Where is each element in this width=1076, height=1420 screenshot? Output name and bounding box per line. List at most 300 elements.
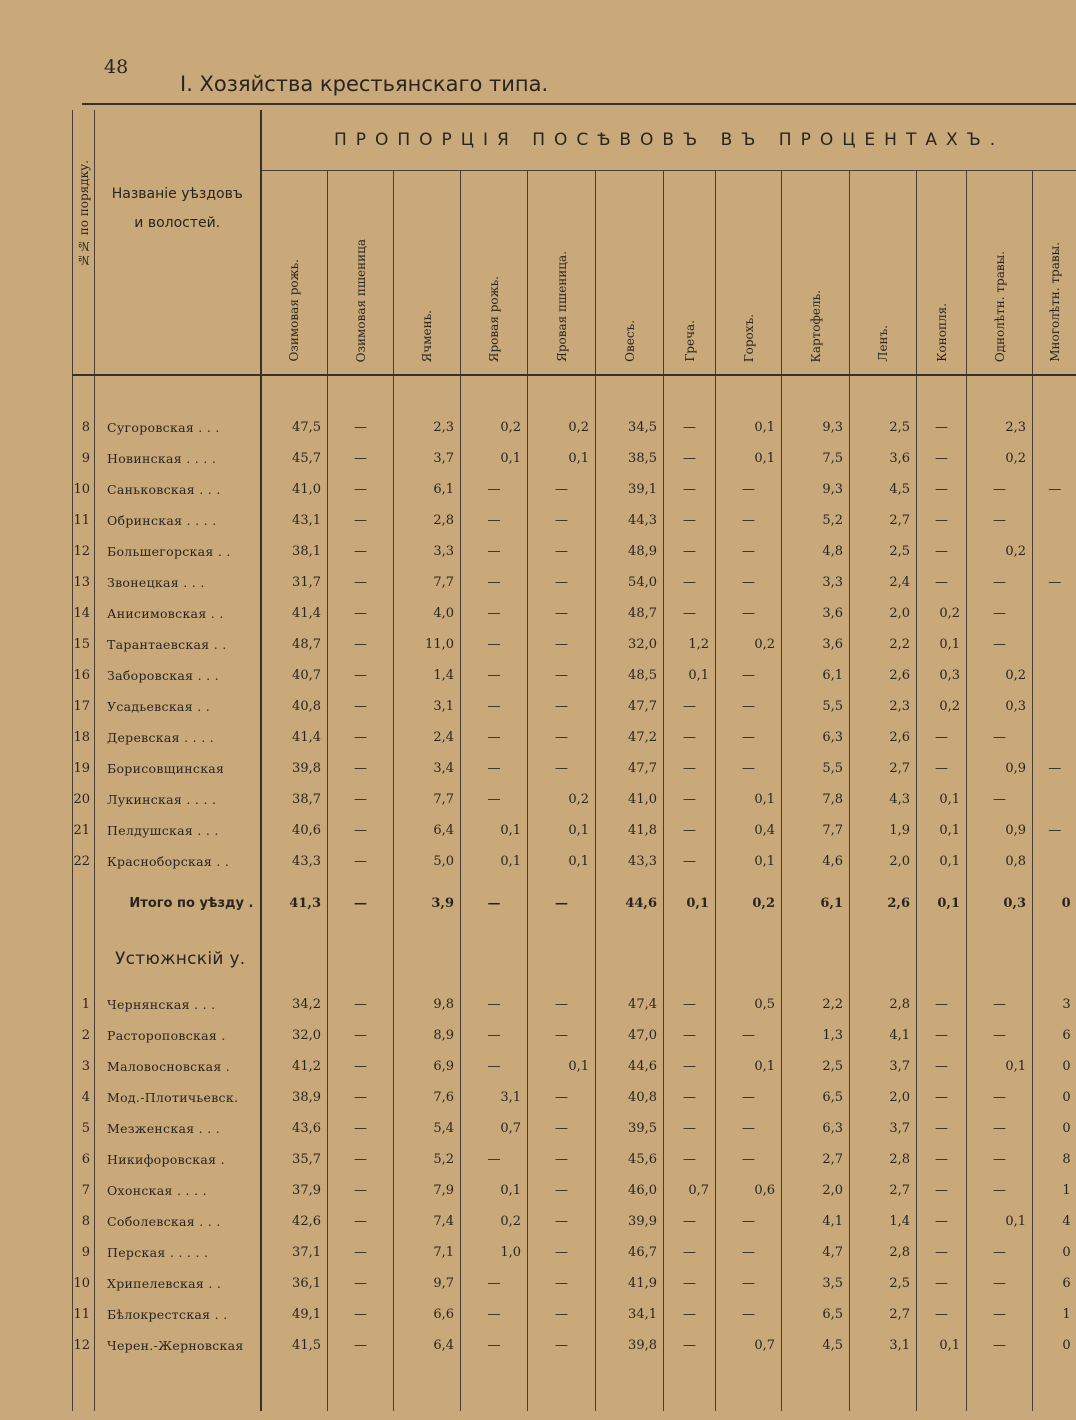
value-cell: — — [967, 629, 1033, 660]
value-cell: — — [328, 536, 394, 567]
value-cell: 8,9 — [394, 1020, 461, 1051]
value-cell: — — [461, 505, 528, 536]
value-cell: — — [528, 1299, 596, 1330]
value-cell: — — [967, 989, 1033, 1020]
value-cell: 7,5 — [782, 443, 850, 474]
value-cell: — — [461, 660, 528, 691]
table-row — [73, 846, 1076, 877]
row-number: 16 — [73, 660, 95, 691]
value-cell — [328, 1361, 394, 1411]
value-cell: 0,2 — [967, 660, 1033, 691]
value-cell — [850, 1361, 917, 1411]
value-cell: 32,0 — [261, 1020, 328, 1051]
value-cell: — — [664, 505, 716, 536]
value-cell: 2,5 — [850, 536, 917, 567]
value-cell: 0 — [1033, 1051, 1076, 1082]
table-row — [73, 505, 1076, 536]
value-cell: — — [967, 1082, 1033, 1113]
value-cell: 0,1 — [716, 784, 782, 815]
value-cell: — — [328, 815, 394, 846]
value-cell: — — [917, 722, 967, 753]
value-cell: — — [664, 412, 716, 443]
value-cell — [967, 375, 1033, 412]
value-cell: 1,3 — [782, 1020, 850, 1051]
value-cell: — — [461, 1051, 528, 1082]
value-cell: — — [716, 1237, 782, 1268]
value-cell: — — [461, 567, 528, 598]
value-cell: — — [664, 1051, 716, 1082]
value-cell: 0,1 — [528, 846, 596, 877]
value-cell — [596, 929, 664, 989]
table-row — [73, 1206, 1076, 1237]
value-cell: 9,3 — [782, 474, 850, 505]
value-cell: 2,2 — [782, 989, 850, 1020]
value-cell: 1,9 — [850, 815, 917, 846]
value-cell: — — [328, 660, 394, 691]
table-row — [73, 691, 1076, 722]
volost-name: Новинская . . . . — [95, 443, 261, 474]
value-cell: 2,5 — [850, 1268, 917, 1299]
crop-header — [328, 170, 394, 375]
value-cell — [1033, 722, 1076, 753]
value-cell — [716, 1361, 782, 1411]
table-supertitle: ПРОПОРЦІЯ ПОСѢВОВЪ ВЪ ПРОЦЕНТАХЪ. — [261, 110, 1076, 170]
table-row — [73, 1299, 1076, 1330]
volost-name: Анисимовская . . — [95, 598, 261, 629]
value-cell: 3 — [1033, 989, 1076, 1020]
value-cell: 4,5 — [782, 1330, 850, 1361]
value-cell: 41,0 — [596, 784, 664, 815]
value-cell: 0,1 — [716, 1051, 782, 1082]
value-cell: 4,3 — [850, 784, 917, 815]
row-number: 13 — [73, 567, 95, 598]
value-cell: — — [664, 815, 716, 846]
volost-name: Пелдушская . . . — [95, 815, 261, 846]
value-cell — [917, 375, 967, 412]
table-row — [73, 598, 1076, 629]
volost-name: Обринская . . . . — [95, 505, 261, 536]
value-cell: 3,6 — [850, 443, 917, 474]
value-cell: 6,9 — [394, 1051, 461, 1082]
value-cell — [917, 1361, 967, 1411]
value-cell: — — [328, 784, 394, 815]
table-row — [73, 567, 1076, 598]
value-cell: 7,7 — [394, 784, 461, 815]
table-row — [73, 412, 1076, 443]
value-cell: 0,8 — [967, 846, 1033, 877]
value-cell: 0,1 — [716, 412, 782, 443]
value-cell: 4,0 — [394, 598, 461, 629]
value-cell: — — [967, 1175, 1033, 1206]
value-cell: 2,5 — [782, 1051, 850, 1082]
value-cell: — — [1033, 474, 1076, 505]
value-cell: 7,1 — [394, 1237, 461, 1268]
table-end-row — [73, 1361, 1076, 1411]
value-cell — [850, 929, 917, 989]
value-cell: 0,5 — [716, 989, 782, 1020]
value-cell: 0,1 — [917, 877, 967, 929]
value-cell: 6,5 — [782, 1299, 850, 1330]
value-cell: 0,2 — [716, 877, 782, 929]
volost-name — [95, 375, 261, 412]
volost-name: Мод.-Плотичьевск. — [95, 1082, 261, 1113]
value-cell: 2,8 — [850, 1144, 917, 1175]
value-cell: — — [917, 474, 967, 505]
value-cell: — — [967, 505, 1033, 536]
value-cell: 0 — [1033, 1113, 1076, 1144]
value-cell: 0,9 — [967, 753, 1033, 784]
value-cell: 34,2 — [261, 989, 328, 1020]
value-cell: — — [716, 1268, 782, 1299]
value-cell: — — [967, 1330, 1033, 1361]
value-cell: 3,1 — [394, 691, 461, 722]
value-cell — [782, 929, 850, 989]
value-cell: — — [328, 567, 394, 598]
volost-name: Саньковская . . . — [95, 474, 261, 505]
value-cell: 2,0 — [850, 1082, 917, 1113]
value-cell: — — [664, 1082, 716, 1113]
value-cell: 11,0 — [394, 629, 461, 660]
value-cell — [261, 375, 328, 412]
value-cell: 2,2 — [850, 629, 917, 660]
value-cell: 0,2 — [716, 629, 782, 660]
value-cell: 8 — [1033, 1144, 1076, 1175]
value-cell: — — [664, 784, 716, 815]
value-cell: 31,7 — [261, 567, 328, 598]
volost-name: Итого по уѣзду . — [95, 877, 261, 929]
crop-header-label: Однолѣтн. травы. — [992, 250, 1007, 362]
value-cell: 43,6 — [261, 1113, 328, 1144]
value-cell: — — [528, 567, 596, 598]
value-cell: 3,7 — [850, 1051, 917, 1082]
value-cell: — — [967, 1020, 1033, 1051]
value-cell: — — [528, 1113, 596, 1144]
value-cell: 47,4 — [596, 989, 664, 1020]
value-cell: 42,6 — [261, 1206, 328, 1237]
value-cell: 2,0 — [850, 846, 917, 877]
volost-name: Тарантаевская . . — [95, 629, 261, 660]
row-number: 9 — [73, 1237, 95, 1268]
value-cell: — — [664, 1330, 716, 1361]
top-rule — [82, 103, 1076, 105]
value-cell: — — [461, 1330, 528, 1361]
value-cell: — — [328, 412, 394, 443]
value-cell: 0,1 — [664, 877, 716, 929]
crop-header-label: Яровая пшеница. — [554, 251, 569, 362]
value-cell: — — [461, 1299, 528, 1330]
crop-header — [394, 170, 461, 375]
value-cell — [328, 375, 394, 412]
value-cell: — — [328, 1144, 394, 1175]
volost-name: Растороповская . — [95, 1020, 261, 1051]
volost-name: Мезженская . . . — [95, 1113, 261, 1144]
value-cell: — — [716, 753, 782, 784]
value-cell: — — [664, 753, 716, 784]
value-cell: 48,7 — [596, 598, 664, 629]
table-row — [73, 815, 1076, 846]
row-number: 15 — [73, 629, 95, 660]
value-cell — [328, 929, 394, 989]
value-cell: 7,7 — [782, 815, 850, 846]
page-title: I. Хозяйства крестьянскаго типа. — [180, 72, 549, 96]
value-cell: 3,1 — [461, 1082, 528, 1113]
value-cell: 45,6 — [596, 1144, 664, 1175]
crop-header-label: Овесъ. — [622, 320, 637, 362]
value-cell: 0,1 — [528, 815, 596, 846]
value-cell: — — [716, 1144, 782, 1175]
value-cell — [782, 375, 850, 412]
value-cell: — — [528, 1020, 596, 1051]
value-cell: — — [716, 1082, 782, 1113]
value-cell: 46,0 — [596, 1175, 664, 1206]
value-cell: — — [528, 1144, 596, 1175]
value-cell — [1033, 505, 1076, 536]
crop-header-label: Конопля. — [934, 303, 949, 362]
spacer-row — [73, 375, 1076, 412]
value-cell: 4,5 — [850, 474, 917, 505]
value-cell: 43,3 — [261, 846, 328, 877]
column-header-name — [95, 110, 261, 375]
row-number — [73, 375, 95, 412]
volost-name — [95, 1361, 261, 1411]
value-cell: — — [917, 1175, 967, 1206]
volost-name: Сугоровская . . . — [95, 412, 261, 443]
row-number: 10 — [73, 1268, 95, 1299]
value-cell: 40,7 — [261, 660, 328, 691]
value-cell: 5,5 — [782, 753, 850, 784]
volost-name: Охонская . . . . — [95, 1175, 261, 1206]
value-cell: — — [917, 1020, 967, 1051]
value-cell: 47,5 — [261, 412, 328, 443]
row-number: 4 — [73, 1082, 95, 1113]
value-cell: — — [328, 846, 394, 877]
value-cell — [261, 1361, 328, 1411]
value-cell: 41,3 — [261, 877, 328, 929]
value-cell: — — [328, 474, 394, 505]
value-cell: — — [528, 1082, 596, 1113]
value-cell: — — [967, 1144, 1033, 1175]
volost-name: Чернянская . . . — [95, 989, 261, 1020]
value-cell: 2,0 — [850, 598, 917, 629]
value-cell: — — [917, 989, 967, 1020]
crop-header — [261, 170, 328, 375]
value-cell — [716, 929, 782, 989]
value-cell: 36,1 — [261, 1268, 328, 1299]
crop-header-label: Горохъ. — [741, 313, 756, 362]
value-cell: 44,3 — [596, 505, 664, 536]
value-cell — [1033, 598, 1076, 629]
row-number: 8 — [73, 1206, 95, 1237]
value-cell: — — [917, 1051, 967, 1082]
value-cell: — — [328, 753, 394, 784]
value-cell: — — [716, 598, 782, 629]
row-number: 11 — [73, 1299, 95, 1330]
value-cell: 5,2 — [394, 1144, 461, 1175]
value-cell: — — [461, 1144, 528, 1175]
table-row — [73, 1330, 1076, 1361]
volost-name: Усадьевская . . — [95, 691, 261, 722]
value-cell: — — [664, 1299, 716, 1330]
value-cell: 3,1 — [850, 1330, 917, 1361]
value-cell: — — [967, 1299, 1033, 1330]
value-cell: 2,4 — [850, 567, 917, 598]
crop-header — [850, 170, 917, 375]
value-cell: — — [664, 1144, 716, 1175]
sowing-proportion-table — [72, 110, 1076, 1411]
value-cell: — — [716, 505, 782, 536]
value-cell: — — [917, 1299, 967, 1330]
value-cell: 0,3 — [967, 691, 1033, 722]
crop-header-label: Ленъ. — [876, 325, 890, 362]
value-cell — [782, 1361, 850, 1411]
value-cell: 49,1 — [261, 1299, 328, 1330]
row-number: 3 — [73, 1051, 95, 1082]
value-cell: — — [716, 474, 782, 505]
row-number: 21 — [73, 815, 95, 846]
value-cell: — — [664, 474, 716, 505]
column-header-number-text: №№ по порядку. — [76, 160, 91, 268]
value-cell — [1033, 691, 1076, 722]
row-number: 20 — [73, 784, 95, 815]
value-cell: — — [461, 536, 528, 567]
value-cell — [261, 929, 328, 989]
volost-name: Борисовщинская — [95, 753, 261, 784]
volost-name: Хрипелевская . . — [95, 1268, 261, 1299]
value-cell: — — [917, 1268, 967, 1299]
value-cell: — — [528, 989, 596, 1020]
value-cell: 9,3 — [782, 412, 850, 443]
value-cell: 7,6 — [394, 1082, 461, 1113]
value-cell: 4,7 — [782, 1237, 850, 1268]
value-cell: 1,2 — [664, 629, 716, 660]
value-cell: — — [461, 598, 528, 629]
value-cell: 4,8 — [782, 536, 850, 567]
value-cell: 0,1 — [528, 1051, 596, 1082]
value-cell — [394, 929, 461, 989]
value-cell: — — [716, 722, 782, 753]
value-cell: 41,4 — [261, 598, 328, 629]
volost-name: Никифоровская . — [95, 1144, 261, 1175]
value-cell: 9,7 — [394, 1268, 461, 1299]
value-cell: — — [716, 660, 782, 691]
value-cell: 35,7 — [261, 1144, 328, 1175]
value-cell: 41,2 — [261, 1051, 328, 1082]
district-heading-row — [73, 929, 1076, 989]
value-cell: — — [1033, 567, 1076, 598]
value-cell: — — [461, 629, 528, 660]
value-cell: 41,9 — [596, 1268, 664, 1299]
value-cell — [1033, 784, 1076, 815]
value-cell: — — [528, 1268, 596, 1299]
value-cell: 6,4 — [394, 815, 461, 846]
value-cell: 1,4 — [394, 660, 461, 691]
column-header-number — [73, 110, 95, 375]
volost-name: Черен.-Жерновская — [95, 1330, 261, 1361]
column-header-name-line1: Названіе уѣздовъ — [111, 186, 243, 202]
value-cell: 3,5 — [782, 1268, 850, 1299]
row-number: 6 — [73, 1144, 95, 1175]
value-cell: 0,1 — [917, 784, 967, 815]
value-cell: 2,7 — [850, 1175, 917, 1206]
value-cell: 0,7 — [664, 1175, 716, 1206]
value-cell: — — [461, 1020, 528, 1051]
value-cell: 0,1 — [461, 815, 528, 846]
crop-header-label: Озимовая пшеница — [353, 238, 368, 362]
value-cell — [461, 1361, 528, 1411]
value-cell: 32,0 — [596, 629, 664, 660]
value-cell: 2,5 — [850, 412, 917, 443]
value-cell: 4 — [1033, 1206, 1076, 1237]
crop-header-label: Картофель. — [808, 289, 823, 362]
value-cell — [1033, 443, 1076, 474]
value-cell: — — [664, 989, 716, 1020]
value-cell: 47,0 — [596, 1020, 664, 1051]
value-cell — [967, 1361, 1033, 1411]
value-cell: — — [1033, 815, 1076, 846]
value-cell: 0,1 — [461, 846, 528, 877]
value-cell: — — [528, 629, 596, 660]
crop-header-label: Яровая рожь. — [487, 275, 501, 362]
value-cell: — — [328, 1175, 394, 1206]
value-cell — [596, 1361, 664, 1411]
value-cell: — — [664, 1206, 716, 1237]
value-cell: — — [528, 877, 596, 929]
table-row — [73, 784, 1076, 815]
value-cell: — — [528, 691, 596, 722]
crop-header-label: Озимовая рожь. — [287, 259, 302, 362]
row-number: 17 — [73, 691, 95, 722]
value-cell: — — [664, 846, 716, 877]
value-cell: — — [917, 1206, 967, 1237]
row-number — [73, 929, 95, 989]
value-cell: 34,1 — [596, 1299, 664, 1330]
value-cell: 38,1 — [261, 536, 328, 567]
value-cell: 4,1 — [782, 1206, 850, 1237]
crop-header — [917, 170, 967, 375]
value-cell: 39,8 — [596, 1330, 664, 1361]
table-row — [73, 629, 1076, 660]
value-cell: 0,2 — [917, 598, 967, 629]
value-cell: — — [664, 1113, 716, 1144]
table-header — [73, 110, 1076, 375]
value-cell: 6,6 — [394, 1299, 461, 1330]
value-cell: — — [328, 1020, 394, 1051]
volost-name: Краснoборская . . — [95, 846, 261, 877]
volost-name: Заборовская . . . — [95, 660, 261, 691]
value-cell: — — [328, 722, 394, 753]
value-cell: 40,8 — [596, 1082, 664, 1113]
value-cell: 2,6 — [850, 722, 917, 753]
value-cell: — — [967, 1113, 1033, 1144]
value-cell: 1 — [1033, 1175, 1076, 1206]
value-cell: 47,7 — [596, 691, 664, 722]
value-cell: — — [917, 412, 967, 443]
row-number: 7 — [73, 1175, 95, 1206]
value-cell: 0,1 — [917, 815, 967, 846]
value-cell: 40,6 — [261, 815, 328, 846]
value-cell — [1033, 375, 1076, 412]
value-cell: 39,5 — [596, 1113, 664, 1144]
value-cell: 3,3 — [782, 567, 850, 598]
value-cell: — — [716, 1299, 782, 1330]
value-cell — [917, 929, 967, 989]
row-number: 19 — [73, 753, 95, 784]
value-cell: 0,1 — [461, 443, 528, 474]
crop-header-label: Многолѣтн. травы. — [1047, 242, 1062, 362]
value-cell: 34,5 — [596, 412, 664, 443]
value-cell: — — [528, 505, 596, 536]
row-number: 12 — [73, 1330, 95, 1361]
